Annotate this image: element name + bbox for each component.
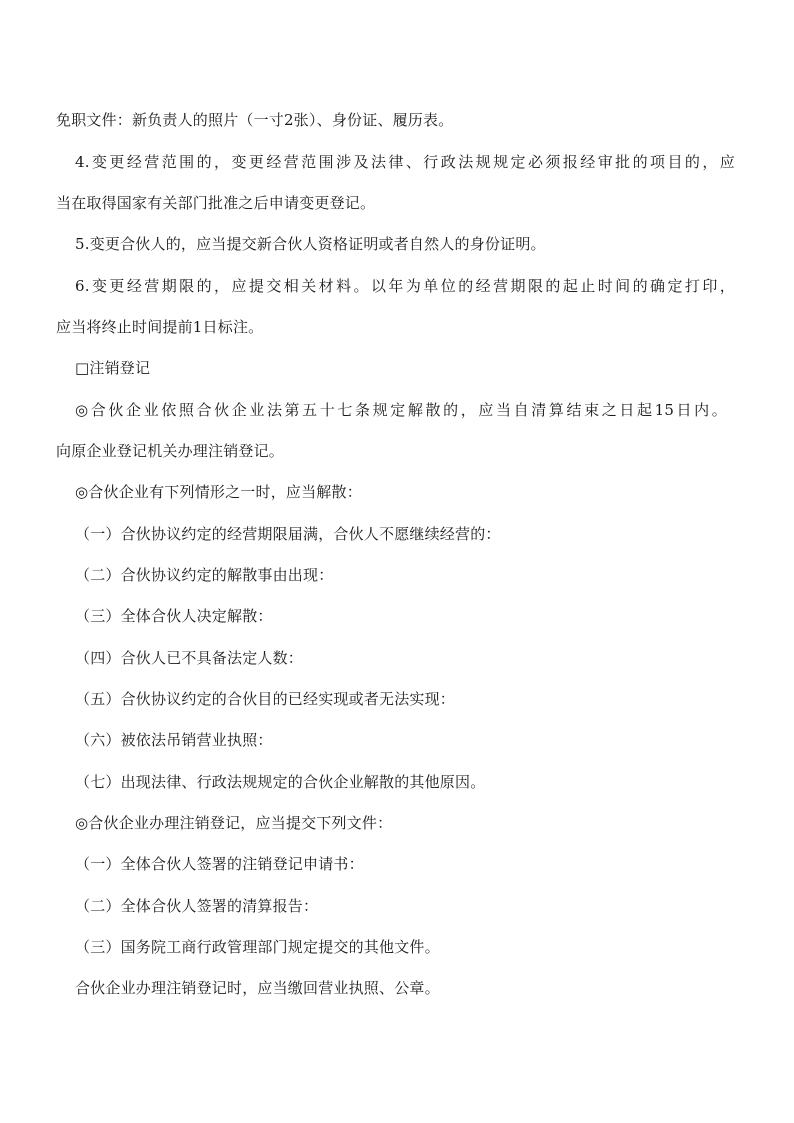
- list-item-3: （三）全体合伙人决定解散：: [75, 607, 273, 625]
- paragraph-line-8: ◎合伙企业依照合伙企业法第五十七条规定解散的，应当自清算结束之日起15日内。: [75, 401, 727, 419]
- list-item-10: （三）国务院工商行政管理部门规定提交的其他文件。: [75, 938, 440, 956]
- paragraph-line-4: 5.变更合伙人的，应当提交新合伙人资格证明或者自然人的身份证明。: [75, 235, 546, 253]
- section-heading-deregistration: □注销登记: [75, 359, 151, 377]
- list-item-8: （一）全体合伙人签署的注销登记申请书：: [75, 855, 364, 873]
- paragraph-line-10: ◎合伙企业有下列情形之一时，应当解散：: [75, 483, 362, 501]
- paragraph-line-3: 当在取得国家有关部门批准之后申请变更登记。: [56, 194, 376, 212]
- list-item-1: （一）合伙协议约定的经营期限届满，合伙人不愿继续经营的：: [75, 525, 501, 543]
- paragraph-line-5: 6.变更经营期限的，应提交相关材料。以年为单位的经营期限的起止时间的确定打印，: [75, 277, 735, 295]
- paragraph-line-18: ◎合伙企业办理注销登记，应当提交下列文件：: [75, 814, 393, 832]
- paragraph-line-1: 免职文件：新负责人的照片（一寸2张）、身份证、履历表。: [56, 111, 454, 129]
- list-item-9: （二）全体合伙人签署的清算报告：: [75, 897, 319, 915]
- paragraph-line-9: 向原企业登记机关办理注销登记。: [56, 442, 285, 460]
- paragraph-line-2: 4.变更经营范围的，变更经营范围涉及法律、行政法规规定必须报经审批的项目的，应: [75, 153, 735, 171]
- paragraph-line-22: 合伙企业办理注销登记时，应当缴回营业执照、公章。: [75, 979, 440, 997]
- list-item-7: （七）出现法律、行政法规规定的合伙企业解散的其他原因。: [75, 773, 486, 791]
- list-item-2: （二）合伙协议约定的解散事由出现：: [75, 566, 334, 584]
- list-item-4: （四）合伙人已不具备法定人数：: [75, 649, 304, 667]
- paragraph-line-6: 应当将终止时间提前1日标注。: [56, 318, 264, 336]
- list-item-5: （五）合伙协议约定的合伙目的已经实现或者无法实现：: [75, 690, 456, 708]
- list-item-6: （六）被依法吊销营业执照：: [75, 731, 273, 749]
